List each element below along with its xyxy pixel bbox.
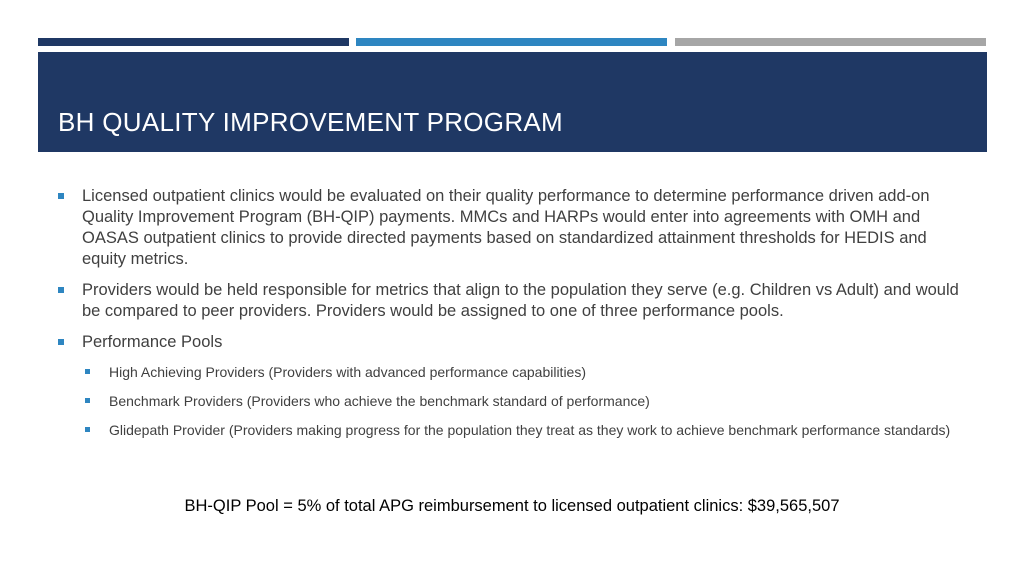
- sub-bullet-text: Benchmark Providers (Providers who achieve the benchmark standard of performance): [109, 393, 650, 409]
- bullet-text: Performance Pools: [82, 333, 223, 351]
- bullet-text: Providers would be held responsible for metrics that align to the population they serve (e.g. Children vs Adult) and would be compared to peer providers. Providers would be assigned to one of three performance pools.: [82, 281, 959, 320]
- accent-bar-dark: [38, 38, 349, 46]
- sub-bullet-item: [85, 392, 968, 410]
- square-bullet-icon: [58, 287, 64, 293]
- title-band: [38, 52, 987, 152]
- bullet-item: [58, 280, 968, 322]
- bullet-item: [58, 332, 968, 353]
- square-bullet-icon: [58, 339, 64, 345]
- square-bullet-icon: [58, 193, 64, 199]
- pool-summary-note: BH-QIP Pool = 5% of total APG reimbursement to licensed outpatient clinics: $39,565,507: [184, 497, 840, 515]
- sub-bullet-item: [85, 421, 968, 439]
- bullet-text: Licensed outpatient clinics would be evaluated on their quality performance to determine performance driven add-on Quality Improvement Program (BH-QIP) payments. MMCs and HARPs would enter into agreements with OMH and OASAS outpatient clinics to provide directed payments based on standardized attainment thresholds for HEDIS and equity metrics.: [82, 187, 930, 268]
- accent-bar-blue: [356, 38, 667, 46]
- accent-bar-gray: [675, 38, 986, 46]
- square-bullet-icon: [85, 398, 90, 403]
- bullet-item: [58, 186, 968, 270]
- bullet-list: [58, 186, 968, 450]
- sub-bullet-text: High Achieving Providers (Providers with advanced performance capabilities): [109, 364, 587, 380]
- sub-bullet-text: Glidepath Provider (Providers making progress for the population they treat as they work to achieve benchmark performance standards): [109, 422, 951, 438]
- square-bullet-icon: [85, 427, 90, 432]
- slide-title: BH QUALITY IMPROVEMENT PROGRAM: [58, 107, 564, 137]
- square-bullet-icon: [85, 369, 90, 374]
- sub-bullet-item: [85, 363, 968, 381]
